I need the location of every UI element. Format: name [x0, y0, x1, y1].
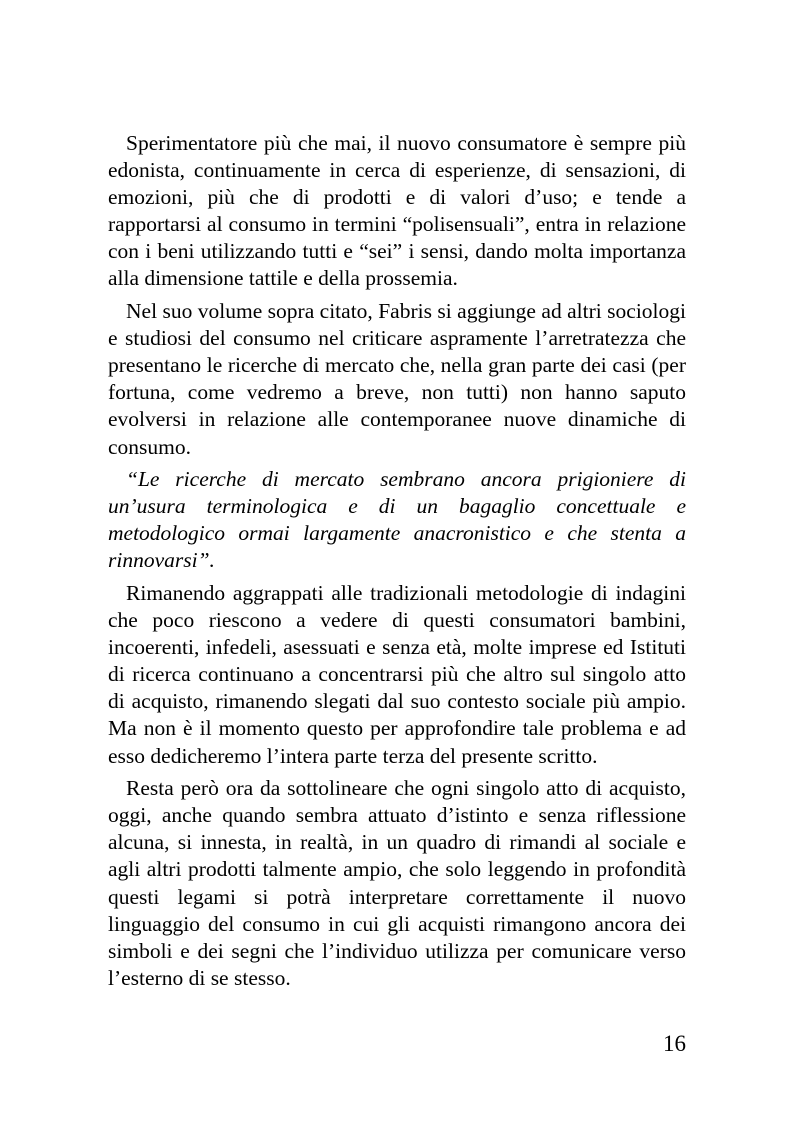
paragraph-traditional-methods: Rimanendo aggrappati alle tradizionali metodologie di indagini che poco riescono a vedere di questi consumatori bambini, incoerenti, infedeli, asessuati e senza età, molte imprese ed Istituti di ricerca continuano a concentrarsi più che altro sul singolo atto di acquisto, rimanendo slegati dal suo contesto sociale più ampio. Ma non è il momento questo per approfondire tale problema e ad esso dedicheremo l’intera parte terza del presente scritto. — [108, 581, 686, 768]
paragraph-fabris-critique: Nel suo volume sopra citato, Fabris si aggiunge ad altri sociologi e studiosi del consumo nel criticare aspramente l’arretratezza che presentano le ricerche di mercato che, nella gran parte dei casi (per fortuna, come vedremo a breve, non tutti) non hanno saputo evolversi in relazione alle contemporanee nuove dinamiche di consumo. — [108, 299, 686, 459]
paragraph-consumer-hedonism: Sperimentatore più che mai, il nuovo consumatore è sempre più edonista, continuamente in cerca di esperienze, di sensazioni, di emozioni, più che di prodotti e di valori d’uso; e tende a rapportarsi al consumo in termini “polisensuali”, entra in relazione con i beni utilizzando tutti e “sei” i sensi, dando molta importanza alla dimensione tattile e della prossemia. — [108, 131, 686, 291]
paragraph-purchase-act: Resta però ora da sottolineare che ogni singolo atto di acquisto, oggi, anche quando sembra attuato d’istinto e senza riflessione alcuna, si innesta, in realtà, in un quadro di rimandi al sociale e agli altri prodotti talmente ampio, che solo leggendo in profondità questi legami si potrà interpretare correttamente il nuovo linguaggio del consumo in cui gli acquisti rimangono ancora dei simboli e dei segni che l’individuo utilizza per comunicare verso l’esterno di se stesso. — [108, 776, 686, 990]
body-text — [108, 130, 686, 992]
paragraph-quote: “Le ricerche di mercato sembrano ancora prigioniere di un’usura terminologica e di un bagaglio concettuale e metodologico ormai largamente anacronistico e che stenta a rinnovarsi”. — [108, 467, 686, 573]
page-number: 16 — [663, 1031, 686, 1056]
